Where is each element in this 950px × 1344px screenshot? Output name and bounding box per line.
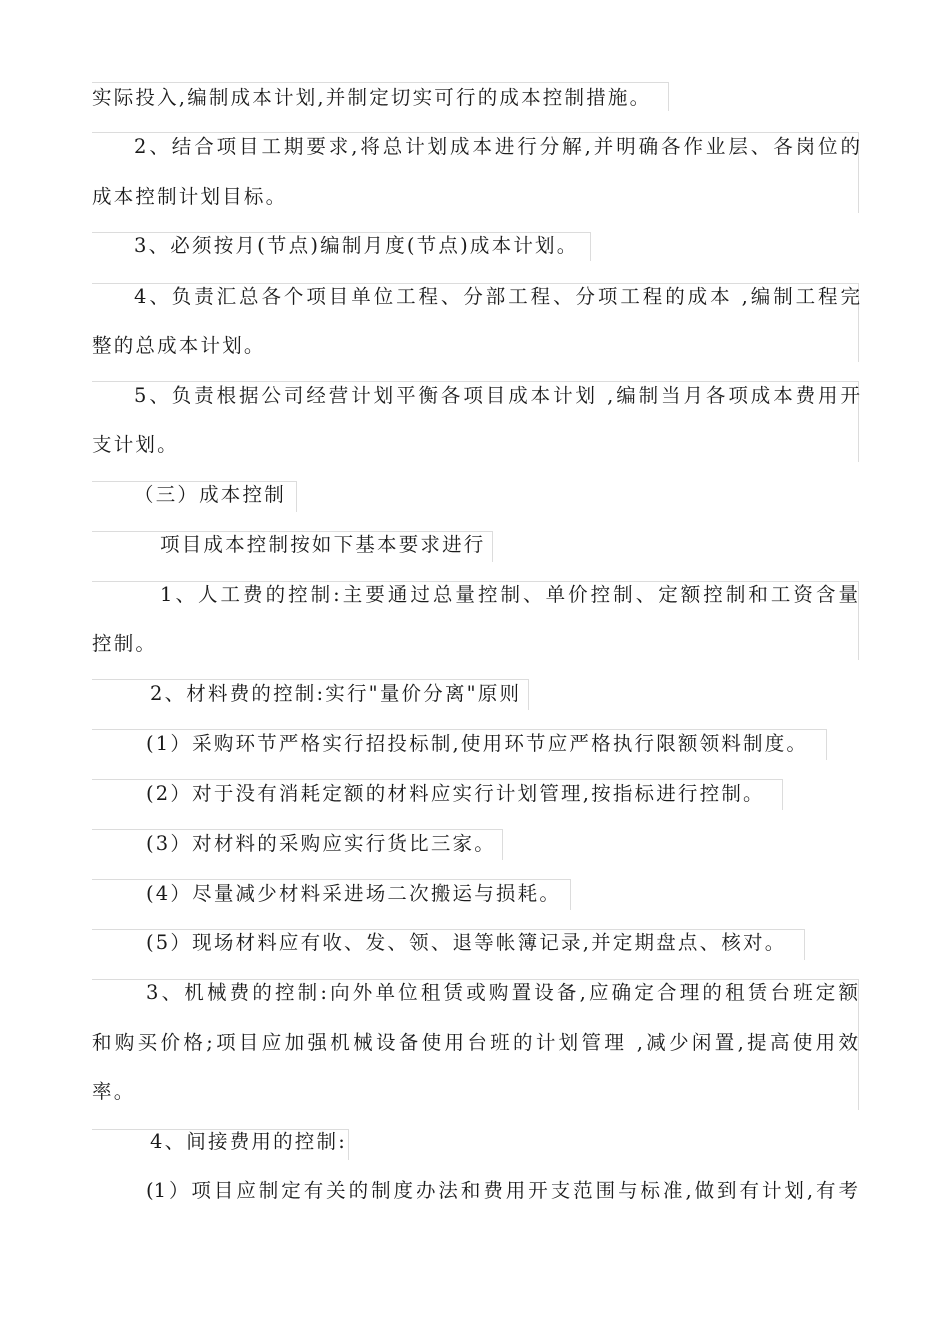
text-line: 整的总成本计划。 [92, 334, 266, 357]
text-line: 2、结合项目工期要求,将总计划成本进行分解,并明确各作业层、各岗位的 [134, 135, 860, 158]
text-line: 控制。 [92, 632, 158, 655]
section-heading: （三）成本控制 [134, 483, 286, 506]
text-line: 1、人工费的控制:主要通过总量控制、单价控制、定额控制和工资含量 [160, 583, 858, 606]
text-line: 3、必须按月(节点)编制月度(节点)成本计划。 [134, 234, 579, 257]
text-line: 实际投入,编制成本计划,并制定切实可行的成本控制措施。 [92, 86, 652, 109]
text-line: 项目成本控制按如下基本要求进行 [160, 533, 486, 556]
text-line: (5）现场材料应有收、发、领、退等帐簿记录,并定期盘点、核对。 [146, 931, 787, 954]
text-line: 5、负责根据公司经营计划平衡各项目成本计划 ,编制当月各项成本费用开 [134, 384, 860, 407]
text-line: (1）采购环节严格实行招投标制,使用环节应严格执行限额领料制度。 [146, 732, 809, 755]
text-line: (4）尽量减少材料采进场二次搬运与损耗。 [146, 882, 562, 905]
text-line: 4、负责汇总各个项目单位工程、分部工程、分项工程的成本 ,编制工程完 [134, 285, 860, 308]
text-line: (2）对于没有消耗定额的材料应实行计划管理,按指标进行控制。 [146, 782, 765, 805]
text-line: (1）项目应制定有关的制度办法和费用开支范围与标准,做到有计划,有考 [146, 1179, 858, 1202]
text-line: 和购买价格;项目应加强机械设备使用台班的计划管理 ,减少闲置,提高使用效 [92, 1031, 858, 1054]
text-line: 率。 [92, 1080, 136, 1103]
text-line: (3）对材料的采购应实行货比三家。 [146, 832, 496, 855]
text-line: 成本控制计划目标。 [92, 185, 288, 208]
text-line: 4、间接费用的控制: [150, 1130, 347, 1153]
text-line: 2、材料费的控制:实行"量价分离"原则 [150, 682, 522, 705]
text-line: 支计划。 [92, 433, 179, 456]
text-line: 3、机械费的控制:向外单位租赁或购置设备,应确定合理的租赁台班定额 [146, 981, 858, 1004]
